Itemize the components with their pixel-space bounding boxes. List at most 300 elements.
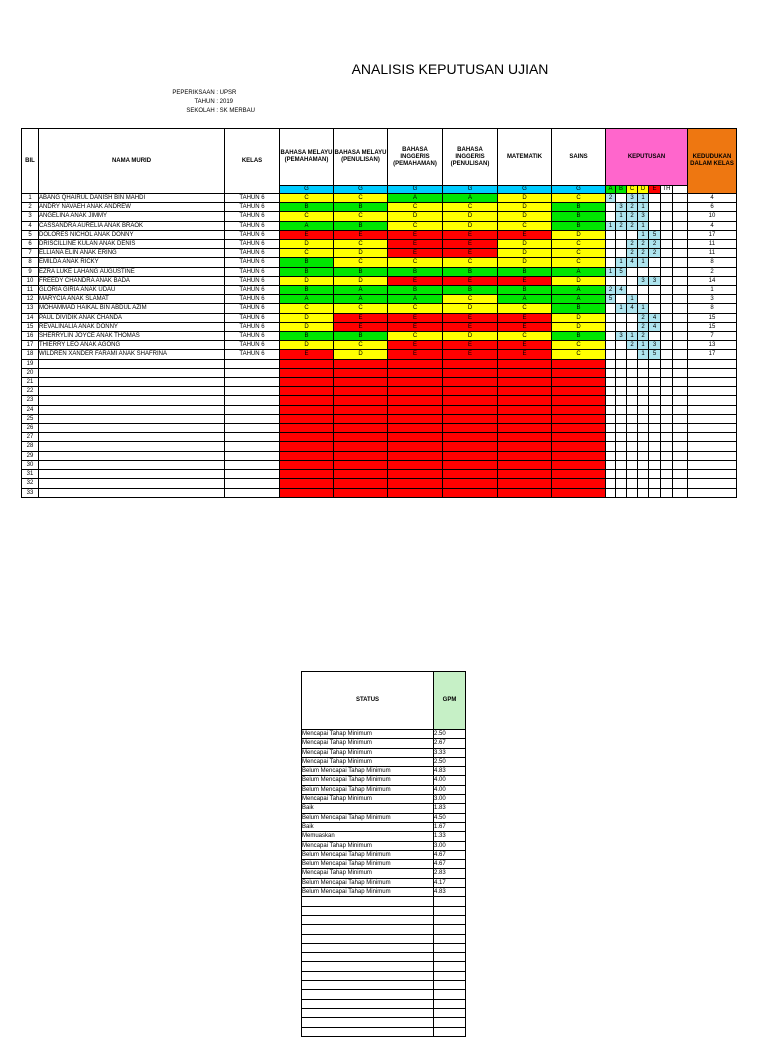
row-grade	[280, 424, 334, 433]
row-grade-count	[616, 405, 627, 414]
row-grade-count: 4	[649, 322, 661, 331]
row-grade-count	[661, 460, 673, 469]
row-grade-count	[649, 221, 661, 230]
status-row	[302, 785, 466, 794]
row-grade-count	[627, 396, 638, 405]
row-grade	[280, 359, 334, 368]
row-grade	[280, 405, 334, 414]
row-grade: E	[388, 276, 443, 285]
row-grade-count	[661, 194, 673, 203]
row-grade	[280, 368, 334, 377]
row-grade	[388, 433, 443, 442]
row-grade: D	[443, 212, 498, 221]
row-grade-count	[638, 470, 649, 479]
row-grade: B	[552, 212, 606, 221]
row-spacer	[673, 212, 688, 221]
row-grade: D	[498, 258, 552, 267]
table-row-empty	[22, 414, 737, 423]
row-grade: C	[280, 249, 334, 258]
row-grade-count	[606, 405, 616, 414]
row-grade: A	[388, 194, 443, 203]
row-grade	[498, 359, 552, 368]
row-grade-count	[661, 359, 673, 368]
row-grade: D	[334, 276, 388, 285]
row-grade	[498, 442, 552, 451]
row-spacer	[673, 295, 688, 304]
status-cell	[302, 897, 434, 906]
table-row-empty	[22, 488, 737, 497]
row-spacer	[673, 230, 688, 239]
row-spacer	[673, 267, 688, 276]
gpm-header: GPM	[434, 672, 466, 730]
row-kelas	[225, 479, 280, 488]
table-row	[22, 221, 737, 230]
table-row-empty	[22, 387, 737, 396]
row-grade-count	[661, 276, 673, 285]
row-grade-count	[649, 387, 661, 396]
table-row-empty	[22, 451, 737, 460]
row-grade: D	[498, 249, 552, 258]
gpm-cell: 4.00	[434, 776, 466, 785]
row-grade-count: 1	[638, 221, 649, 230]
row-rank	[688, 488, 737, 497]
row-grade-count	[661, 267, 673, 276]
status-cell	[302, 915, 434, 924]
row-grade: C	[280, 212, 334, 221]
row-grade-count	[606, 442, 616, 451]
status-row-empty	[302, 943, 466, 952]
row-name: MARYCIA ANAK SLAMAT	[39, 295, 225, 304]
header-bi-penulisan: BAHASA INGGERIS (PENULISAN)	[443, 129, 498, 186]
header-kedudukan: KEDUDUKAN DALAM KELAS	[688, 129, 737, 194]
grade-label-b: B	[616, 186, 627, 194]
row-name: ANDRY NAVAEH ANAK ANDREW	[39, 203, 225, 212]
row-grade-count: 1	[638, 350, 649, 359]
row-grade: E	[388, 313, 443, 322]
row-spacer	[673, 341, 688, 350]
row-bil: 1	[22, 194, 39, 203]
row-grade-count	[606, 313, 616, 322]
row-grade	[280, 442, 334, 451]
row-grade-count	[649, 258, 661, 267]
row-bil: 30	[22, 460, 39, 469]
row-grade-count	[661, 258, 673, 267]
row-grade	[443, 368, 498, 377]
row-grade: E	[388, 350, 443, 359]
row-bil: 26	[22, 424, 39, 433]
table-row	[22, 249, 737, 258]
row-name: GLORIA GIRIA ANAK UDAU	[39, 286, 225, 295]
row-grade-count: 2	[627, 249, 638, 258]
row-grade-count	[616, 378, 627, 387]
row-grade	[443, 378, 498, 387]
status-row-empty	[302, 1027, 466, 1036]
row-kelas: TAHUN 6	[225, 304, 280, 313]
row-grade-count	[616, 414, 627, 423]
gpm-cell	[434, 962, 466, 971]
row-grade-count	[627, 479, 638, 488]
row-grade: E	[388, 240, 443, 249]
row-grade-count: 1	[638, 304, 649, 313]
row-rank: 4	[688, 221, 737, 230]
status-table	[301, 671, 466, 1037]
row-grade: E	[443, 341, 498, 350]
row-grade-count	[661, 212, 673, 221]
row-grade	[552, 405, 606, 414]
row-grade: C	[388, 258, 443, 267]
status-cell: Belum Mencapai Tahap Minimum	[302, 888, 434, 897]
row-grade	[334, 442, 388, 451]
row-kelas	[225, 387, 280, 396]
row-grade: A	[552, 295, 606, 304]
row-name: EMILDA ANAK RICKY	[39, 258, 225, 267]
row-grade	[443, 396, 498, 405]
row-grade	[498, 470, 552, 479]
row-grade-count	[673, 396, 688, 405]
row-grade: E	[498, 230, 552, 239]
status-cell: Memuaskan	[302, 832, 434, 841]
row-grade-count	[616, 194, 627, 203]
row-name	[39, 460, 225, 469]
subheader-g: G	[552, 186, 606, 194]
row-grade-count: 1	[606, 267, 616, 276]
row-grade: E	[498, 341, 552, 350]
row-spacer	[673, 286, 688, 295]
gpm-cell: 1.83	[434, 804, 466, 813]
row-grade: C	[334, 240, 388, 249]
subheader-g: G	[334, 186, 388, 194]
row-name: THIERRY LEO ANAK AGONG	[39, 341, 225, 350]
row-grade-count	[627, 387, 638, 396]
gpm-cell: 4.83	[434, 767, 466, 776]
row-grade: E	[388, 230, 443, 239]
row-rank: 2	[688, 267, 737, 276]
row-grade	[388, 378, 443, 387]
row-grade	[388, 470, 443, 479]
status-row-empty	[302, 934, 466, 943]
row-grade-count	[606, 424, 616, 433]
row-grade	[498, 405, 552, 414]
table-row	[22, 194, 737, 203]
row-grade-count	[661, 295, 673, 304]
gpm-cell: 3.00	[434, 795, 466, 804]
row-grade	[388, 387, 443, 396]
row-grade: B	[334, 267, 388, 276]
row-spacer	[673, 194, 688, 203]
status-cell: Mencapai Tahap Minimum	[302, 841, 434, 850]
row-grade: A	[334, 286, 388, 295]
table-row-empty	[22, 378, 737, 387]
row-spacer	[673, 332, 688, 341]
row-grade-count	[673, 359, 688, 368]
row-bil: 27	[22, 433, 39, 442]
row-kelas: TAHUN 6	[225, 350, 280, 359]
row-grade-count	[606, 359, 616, 368]
row-grade	[280, 479, 334, 488]
status-cell	[302, 943, 434, 952]
row-name: FREEDY CHANDRA ANAK BADA	[39, 276, 225, 285]
row-rank: 10	[688, 212, 737, 221]
row-grade	[552, 460, 606, 469]
row-grade	[388, 460, 443, 469]
row-grade-count	[616, 240, 627, 249]
row-grade-count	[638, 368, 649, 377]
row-grade-count	[616, 433, 627, 442]
row-grade: B	[280, 332, 334, 341]
row-grade: A	[443, 194, 498, 203]
row-grade-count: 2	[649, 240, 661, 249]
row-kelas: TAHUN 6	[225, 286, 280, 295]
row-grade	[498, 460, 552, 469]
row-grade-count	[649, 414, 661, 423]
row-grade-count	[661, 240, 673, 249]
row-bil: 4	[22, 221, 39, 230]
row-grade-count	[649, 203, 661, 212]
row-grade-count: 2	[638, 322, 649, 331]
gpm-cell	[434, 934, 466, 943]
row-grade-count	[616, 276, 627, 285]
table-row	[22, 295, 737, 304]
row-grade: D	[443, 332, 498, 341]
row-grade-count	[627, 230, 638, 239]
grade-label-c: C	[627, 186, 638, 194]
row-grade	[498, 414, 552, 423]
row-bil: 22	[22, 387, 39, 396]
row-grade: D	[280, 341, 334, 350]
row-grade: E	[388, 322, 443, 331]
gpm-cell: 1.67	[434, 822, 466, 831]
row-grade-count	[649, 332, 661, 341]
gpm-cell	[434, 953, 466, 962]
table-row	[22, 341, 737, 350]
row-grade	[388, 479, 443, 488]
row-grade: E	[498, 322, 552, 331]
status-cell: Mencapai Tahap Minimum	[302, 748, 434, 757]
exam-meta	[120, 89, 255, 116]
row-grade-count	[638, 286, 649, 295]
row-grade-count	[638, 433, 649, 442]
status-row-empty	[302, 1008, 466, 1017]
row-grade-count	[661, 322, 673, 331]
table-row-empty	[22, 424, 737, 433]
row-rank: 4	[688, 194, 737, 203]
row-grade-count	[649, 488, 661, 497]
row-grade-count: 2	[627, 203, 638, 212]
row-grade: E	[443, 230, 498, 239]
row-grade-count	[616, 341, 627, 350]
row-grade-count	[606, 387, 616, 396]
row-grade-count	[649, 378, 661, 387]
row-grade	[388, 442, 443, 451]
row-grade	[334, 396, 388, 405]
row-grade-count: 2	[616, 221, 627, 230]
row-grade	[443, 424, 498, 433]
status-row-empty	[302, 925, 466, 934]
row-grade-count	[627, 405, 638, 414]
table-row	[22, 212, 737, 221]
row-grade: E	[334, 313, 388, 322]
row-grade-count: 3	[616, 332, 627, 341]
row-grade: E	[280, 350, 334, 359]
row-grade	[443, 460, 498, 469]
row-grade: D	[552, 322, 606, 331]
status-cell	[302, 906, 434, 915]
row-grade-count	[627, 378, 638, 387]
subheader-g: G	[388, 186, 443, 194]
row-grade: C	[552, 350, 606, 359]
row-bil: 23	[22, 396, 39, 405]
status-row-empty	[302, 981, 466, 990]
row-grade-count	[661, 203, 673, 212]
row-grade: E	[443, 313, 498, 322]
row-grade-count	[661, 433, 673, 442]
row-grade: C	[388, 304, 443, 313]
status-row-empty	[302, 990, 466, 999]
row-name: EZRA LUKE LAHANG AUGUSTINE	[39, 267, 225, 276]
status-cell	[302, 934, 434, 943]
row-grade-count	[616, 488, 627, 497]
status-cell	[302, 953, 434, 962]
row-grade: C	[443, 258, 498, 267]
row-grade-count	[661, 286, 673, 295]
table-row	[22, 240, 737, 249]
row-grade	[498, 433, 552, 442]
row-bil: 10	[22, 276, 39, 285]
row-grade-count	[627, 460, 638, 469]
row-grade-count	[606, 322, 616, 331]
row-grade-count	[649, 470, 661, 479]
row-grade-count	[606, 249, 616, 258]
row-grade-count	[638, 359, 649, 368]
row-grade-count	[606, 212, 616, 221]
row-grade-count: 1	[606, 221, 616, 230]
row-grade	[498, 479, 552, 488]
row-rank	[688, 368, 737, 377]
row-grade	[552, 424, 606, 433]
row-spacer	[673, 350, 688, 359]
row-grade-count	[661, 414, 673, 423]
row-grade: D	[498, 203, 552, 212]
row-grade-count	[616, 359, 627, 368]
table-row-empty	[22, 460, 737, 469]
status-cell: Mencapai Tahap Minimum	[302, 730, 434, 739]
row-grade: C	[443, 295, 498, 304]
row-grade: E	[443, 322, 498, 331]
row-grade	[388, 424, 443, 433]
row-grade	[498, 396, 552, 405]
row-spacer	[673, 304, 688, 313]
row-kelas	[225, 414, 280, 423]
status-cell: Mencapai Tahap Minimum	[302, 795, 434, 804]
row-grade	[334, 470, 388, 479]
row-bil: 21	[22, 378, 39, 387]
row-grade-count	[638, 488, 649, 497]
row-rank: 8	[688, 304, 737, 313]
row-grade: E	[280, 230, 334, 239]
row-rank: 11	[688, 240, 737, 249]
row-grade: E	[334, 322, 388, 331]
row-grade-count: 4	[616, 286, 627, 295]
table-row	[22, 267, 737, 276]
row-grade-count	[627, 276, 638, 285]
row-grade: A	[552, 267, 606, 276]
row-grade-count	[638, 396, 649, 405]
row-kelas	[225, 433, 280, 442]
row-bil: 13	[22, 304, 39, 313]
status-cell	[302, 981, 434, 990]
row-kelas	[225, 488, 280, 497]
row-grade-count	[661, 387, 673, 396]
row-grade-count	[606, 368, 616, 377]
row-bil: 2	[22, 203, 39, 212]
row-grade-count: 2	[606, 286, 616, 295]
row-grade	[552, 359, 606, 368]
row-grade-count: 2	[638, 249, 649, 258]
row-grade: D	[552, 313, 606, 322]
row-grade-count	[606, 414, 616, 423]
gpm-cell	[434, 1027, 466, 1036]
status-row	[302, 795, 466, 804]
row-grade	[334, 387, 388, 396]
row-grade	[552, 488, 606, 497]
row-grade	[552, 479, 606, 488]
gpm-cell: 2.50	[434, 757, 466, 766]
row-kelas: TAHUN 6	[225, 230, 280, 239]
row-grade: B	[280, 203, 334, 212]
row-grade: C	[552, 341, 606, 350]
row-grade: C	[334, 212, 388, 221]
meta-peperiksaan: PEPERIKSAAN : UPSR	[172, 90, 237, 96]
row-grade	[443, 414, 498, 423]
row-name	[39, 387, 225, 396]
row-grade-count	[627, 313, 638, 322]
row-grade: D	[443, 304, 498, 313]
status-cell	[302, 962, 434, 971]
row-grade	[552, 378, 606, 387]
row-rank	[688, 396, 737, 405]
row-name	[39, 470, 225, 479]
row-bil: 31	[22, 470, 39, 479]
row-grade-count: 4	[627, 304, 638, 313]
row-grade	[334, 414, 388, 423]
row-grade-count	[616, 442, 627, 451]
row-grade-count	[673, 368, 688, 377]
row-grade-count	[627, 359, 638, 368]
header-sains: SAINS	[552, 129, 606, 186]
row-grade-count	[673, 488, 688, 497]
row-grade	[280, 470, 334, 479]
row-grade-count	[606, 479, 616, 488]
row-grade	[334, 359, 388, 368]
row-kelas: TAHUN 6	[225, 203, 280, 212]
row-grade-count	[627, 433, 638, 442]
gpm-cell: 1.33	[434, 832, 466, 841]
row-bil: 7	[22, 249, 39, 258]
row-grade	[388, 359, 443, 368]
row-bil: 9	[22, 267, 39, 276]
table-row	[22, 258, 737, 267]
row-grade-count	[649, 442, 661, 451]
gpm-cell: 4.00	[434, 785, 466, 794]
row-grade: A	[552, 286, 606, 295]
row-bil: 5	[22, 230, 39, 239]
row-grade	[552, 368, 606, 377]
row-rank: 3	[688, 295, 737, 304]
row-grade-count	[673, 451, 688, 460]
row-grade	[443, 451, 498, 460]
row-grade-count: 2	[627, 212, 638, 221]
row-grade	[334, 479, 388, 488]
